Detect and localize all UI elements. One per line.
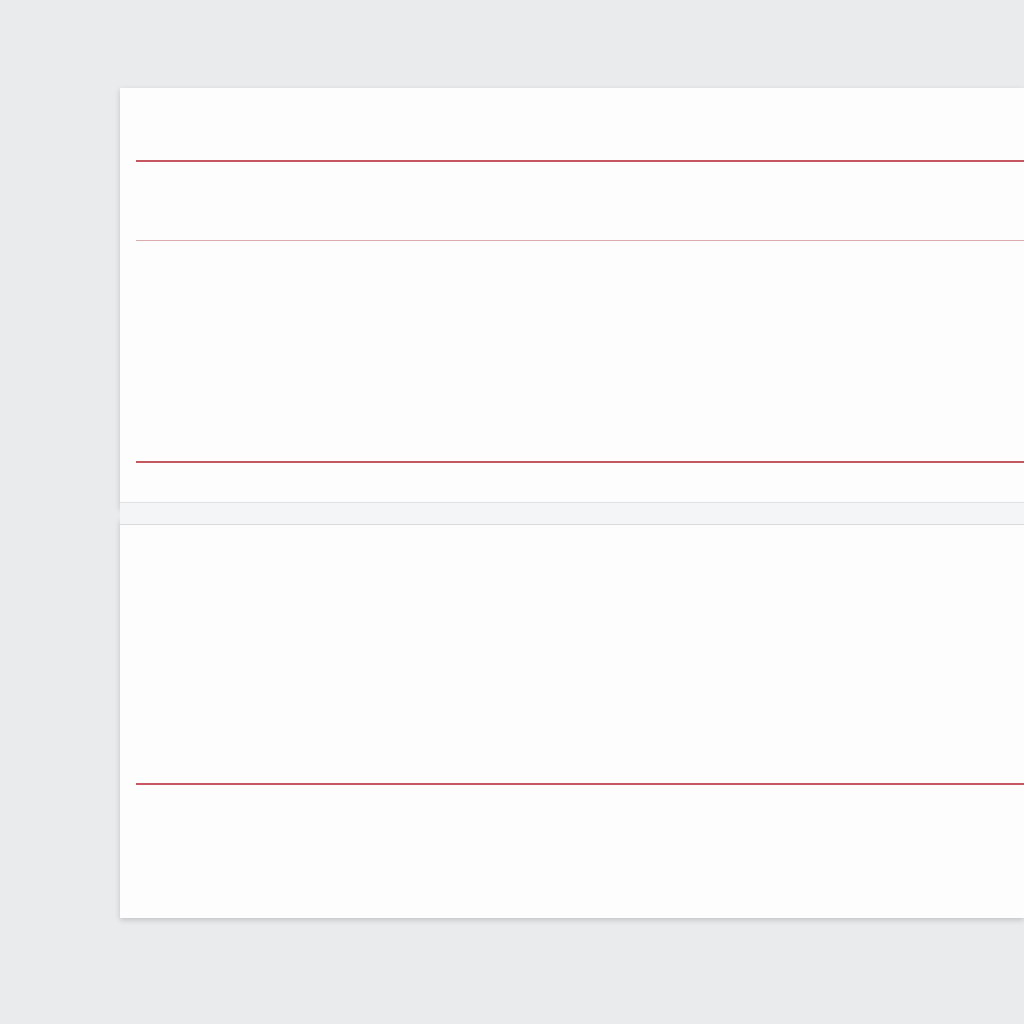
- header-top-rule: [136, 160, 1024, 162]
- page-title: [140, 122, 154, 153]
- header-bottom-rule: [136, 240, 1024, 241]
- bottom-grid-bottom-rule: [136, 783, 1024, 785]
- page-edge-band: [120, 502, 1024, 525]
- top-page: [120, 88, 1024, 508]
- bottom-page: [120, 519, 1024, 918]
- top-grid-bottom-rule: [136, 461, 1024, 463]
